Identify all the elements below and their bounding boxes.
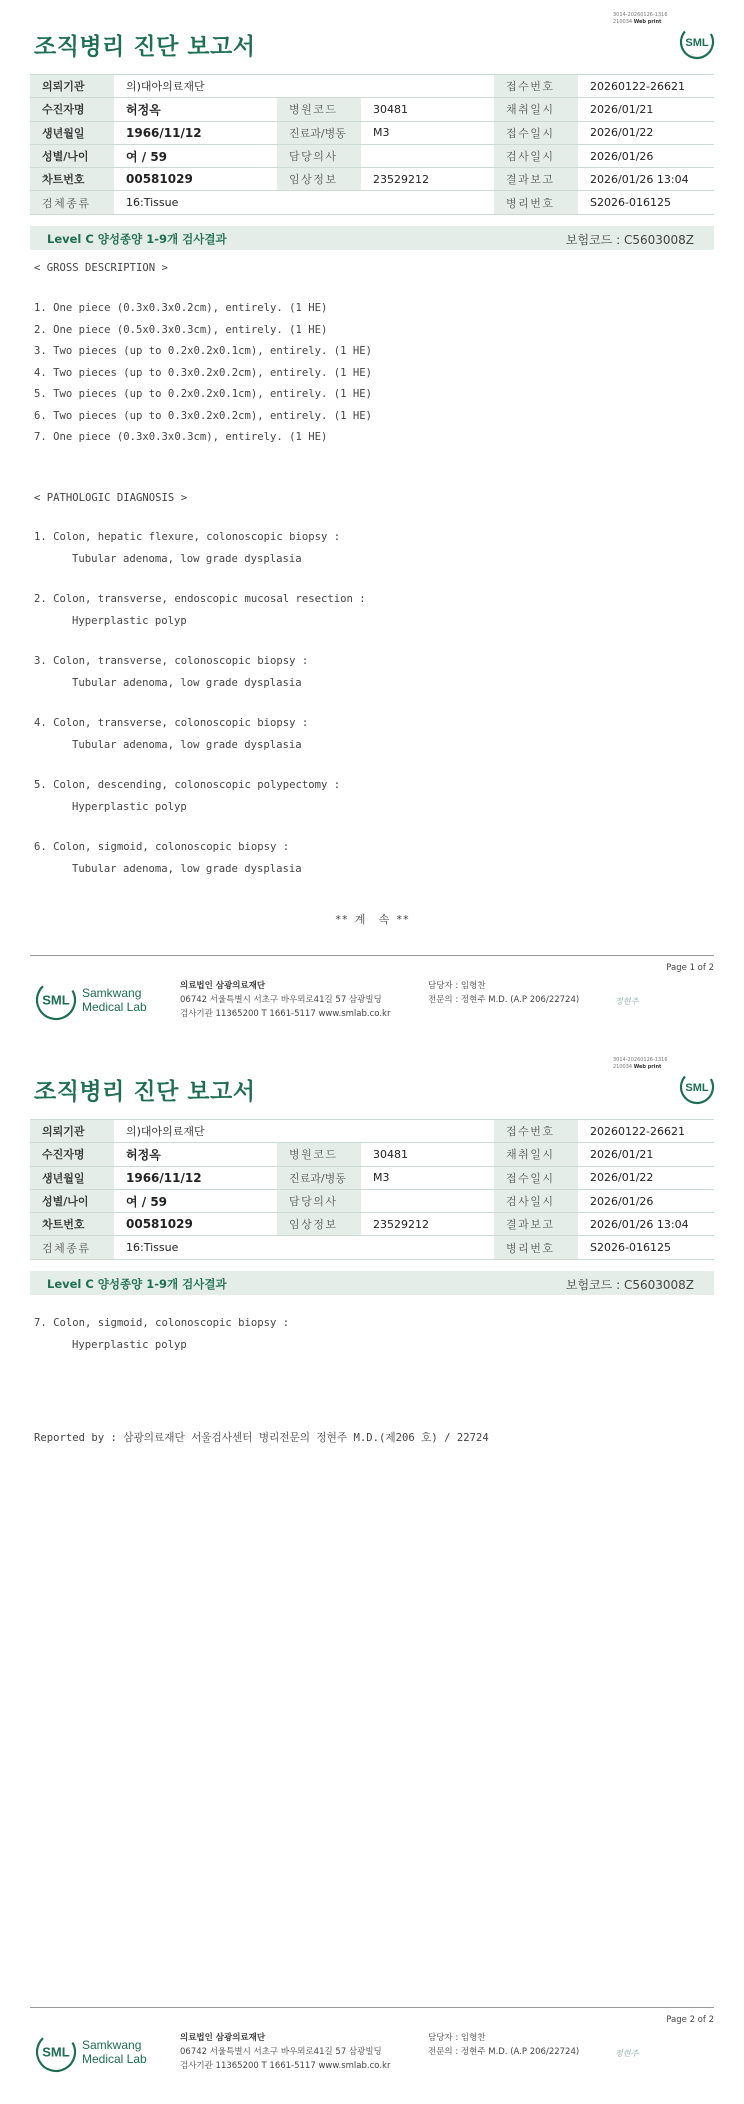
signature: 정현주	[615, 997, 639, 1006]
footer-staff-block: 담당자 : 임형찬 전문의 : 정현주 M.D. (A.P 206/22724)	[428, 2033, 580, 2057]
test-level-band	[30, 1271, 714, 1295]
info-row: 수진자명 허정옥 병원코드 30481 채취일시 2026/01/21	[30, 98, 714, 121]
diagnosis-result: Hyperplastic polyp	[72, 801, 187, 813]
samkwang-logo-icon	[36, 2030, 166, 2074]
gross-item: 3. Two pieces (up to 0.2x0.2x0.1cm), entirely. (1 HE)	[34, 345, 373, 357]
info-row: 의뢰기관 의)대아의료재단 접수번호 20260122-26621	[30, 1120, 714, 1143]
test-level-band	[30, 226, 714, 250]
svg-text:SML: SML	[42, 2044, 70, 2060]
diagnosis-site: 4. Colon, transverse, colonoscopic biopsy :	[34, 717, 309, 729]
footer-divider	[30, 2007, 714, 2008]
diagnosis-site: 3. Colon, transverse, colonoscopic biopsy :	[34, 655, 309, 667]
diagnosis-result: Tubular adenoma, low grade dysplasia	[72, 677, 302, 689]
info-row: 검체종류 16:Tissue 병리번호 S2026-016125	[30, 191, 714, 214]
svg-text:Samkwang: Samkwang	[82, 2038, 142, 2052]
footer-address-block: 의료법인 삼광의료재단 06742 서울특별시 서초구 바우뫼로41길 57 삼광빌딩 검사기관 11365200 T 1661-5117 www.smlab.co.kr	[180, 981, 391, 1019]
pathologic-diagnosis-heading: < PATHOLOGIC DIAGNOSIS >	[34, 492, 188, 504]
info-row: 차트번호 00581029 임상정보 23529212 결과보고 2026/01/26 13:04	[30, 168, 714, 191]
svg-text:Medical Lab: Medical Lab	[82, 1000, 147, 1014]
gross-item: 2. One piece (0.5x0.3x0.3cm), entirely. (1 HE)	[34, 324, 328, 336]
diagnosis-site: 7. Colon, sigmoid, colonoscopic biopsy :	[34, 1317, 290, 1329]
insurance-code: 보험코드 : C5603008Z	[565, 233, 694, 247]
info-row: 생년월일 1966/11/12 진료과/병동 M3 접수일시 2026/01/22	[30, 121, 714, 144]
patient-info-table	[30, 1119, 714, 1260]
info-row: 의뢰기관 의)대아의료재단 접수번호 20260122-26621	[30, 75, 714, 98]
insurance-code: 보험코드 : C5603008Z	[565, 1278, 694, 1292]
footer-staff-block: 담당자 : 임형찬 전문의 : 정현주 M.D. (A.P 206/22724)	[428, 981, 580, 1005]
sml-logo-icon	[679, 1069, 715, 1105]
continued-marker: ** 계 속 **	[334, 913, 410, 926]
test-level-label: Level C 양성종양 1-9개 검사결과	[47, 232, 227, 246]
page-number: Page 1 of 2	[666, 963, 714, 973]
samkwang-logo-icon	[36, 978, 166, 1022]
gross-item: 1. One piece (0.3x0.3x0.2cm), entirely. (1 HE)	[34, 302, 328, 314]
diagnosis-result: Tubular adenoma, low grade dysplasia	[72, 553, 302, 565]
diagnosis-site: 1. Colon, hepatic flexure, colonoscopic biopsy :	[34, 531, 341, 543]
diagnosis-result: Hyperplastic polyp	[72, 615, 187, 627]
info-row: 검체종류 16:Tissue 병리번호 S2026-016125	[30, 1236, 714, 1259]
gross-item: 5. Two pieces (up to 0.2x0.2x0.1cm), entirely. (1 HE)	[34, 388, 373, 400]
diagnosis-result: Tubular adenoma, low grade dysplasia	[72, 739, 302, 751]
report-title: 조직병리 진단 보고서	[34, 1079, 256, 1105]
print-stamp: 3014-20260126-1316 210034 Web print	[613, 1057, 668, 1070]
gross-item: 7. One piece (0.3x0.3x0.3cm), entirely. (1 HE)	[34, 431, 328, 443]
diagnosis-site: 6. Colon, sigmoid, colonoscopic biopsy :	[34, 841, 290, 853]
info-row: 수진자명 허정옥 병원코드 30481 채취일시 2026/01/21	[30, 1143, 714, 1166]
svg-text:SML: SML	[685, 1082, 709, 1094]
signature: 정현주	[615, 2049, 639, 2058]
reported-by: Reported by : 삼광의료재단 서울검사센터 병리전문의 정현주 M.D.(제206 호) / 22724	[34, 1432, 489, 1444]
info-row: 성별/나이 여 / 59 담당의사 검사일시 2026/01/26	[30, 144, 714, 167]
footer-address-block: 의료법인 삼광의료재단 06742 서울특별시 서초구 바우뫼로41길 57 삼광빌딩 검사기관 11365200 T 1661-5117 www.smlab.co.kr	[180, 2033, 391, 2071]
patient-info-table	[30, 74, 714, 215]
print-stamp: 3014-20260126-1316 210034 Web print	[613, 12, 668, 25]
info-row: 차트번호 00581029 임상정보 23529212 결과보고 2026/01/26 13:04	[30, 1213, 714, 1236]
svg-text:Medical Lab: Medical Lab	[82, 2052, 147, 2066]
info-row: 성별/나이 여 / 59 담당의사 검사일시 2026/01/26	[30, 1189, 714, 1212]
report-page-2	[0, 1045, 744, 2104]
gross-description-heading: < GROSS DESCRIPTION >	[34, 262, 168, 274]
sml-logo-icon	[679, 24, 715, 60]
svg-text:Samkwang: Samkwang	[82, 986, 142, 1000]
report-title: 조직병리 진단 보고서	[34, 34, 256, 60]
diagnosis-site: 5. Colon, descending, colonoscopic polypectomy :	[34, 779, 341, 791]
page-number: Page 2 of 2	[666, 2015, 714, 2025]
diagnosis-site: 2. Colon, transverse, endoscopic mucosal resection :	[34, 593, 366, 605]
info-row: 생년월일 1966/11/12 진료과/병동 M3 접수일시 2026/01/22	[30, 1166, 714, 1189]
test-level-label: Level C 양성종양 1-9개 검사결과	[47, 1277, 227, 1291]
footer-divider	[30, 955, 714, 956]
report-page-1	[0, 0, 744, 1045]
svg-text:SML: SML	[685, 37, 709, 49]
diagnosis-result: Hyperplastic polyp	[72, 1339, 187, 1351]
gross-item: 6. Two pieces (up to 0.3x0.2x0.2cm), entirely. (1 HE)	[34, 410, 373, 422]
svg-text:SML: SML	[42, 992, 70, 1008]
diagnosis-result: Tubular adenoma, low grade dysplasia	[72, 863, 302, 875]
gross-item: 4. Two pieces (up to 0.3x0.2x0.2cm), entirely. (1 HE)	[34, 367, 373, 379]
